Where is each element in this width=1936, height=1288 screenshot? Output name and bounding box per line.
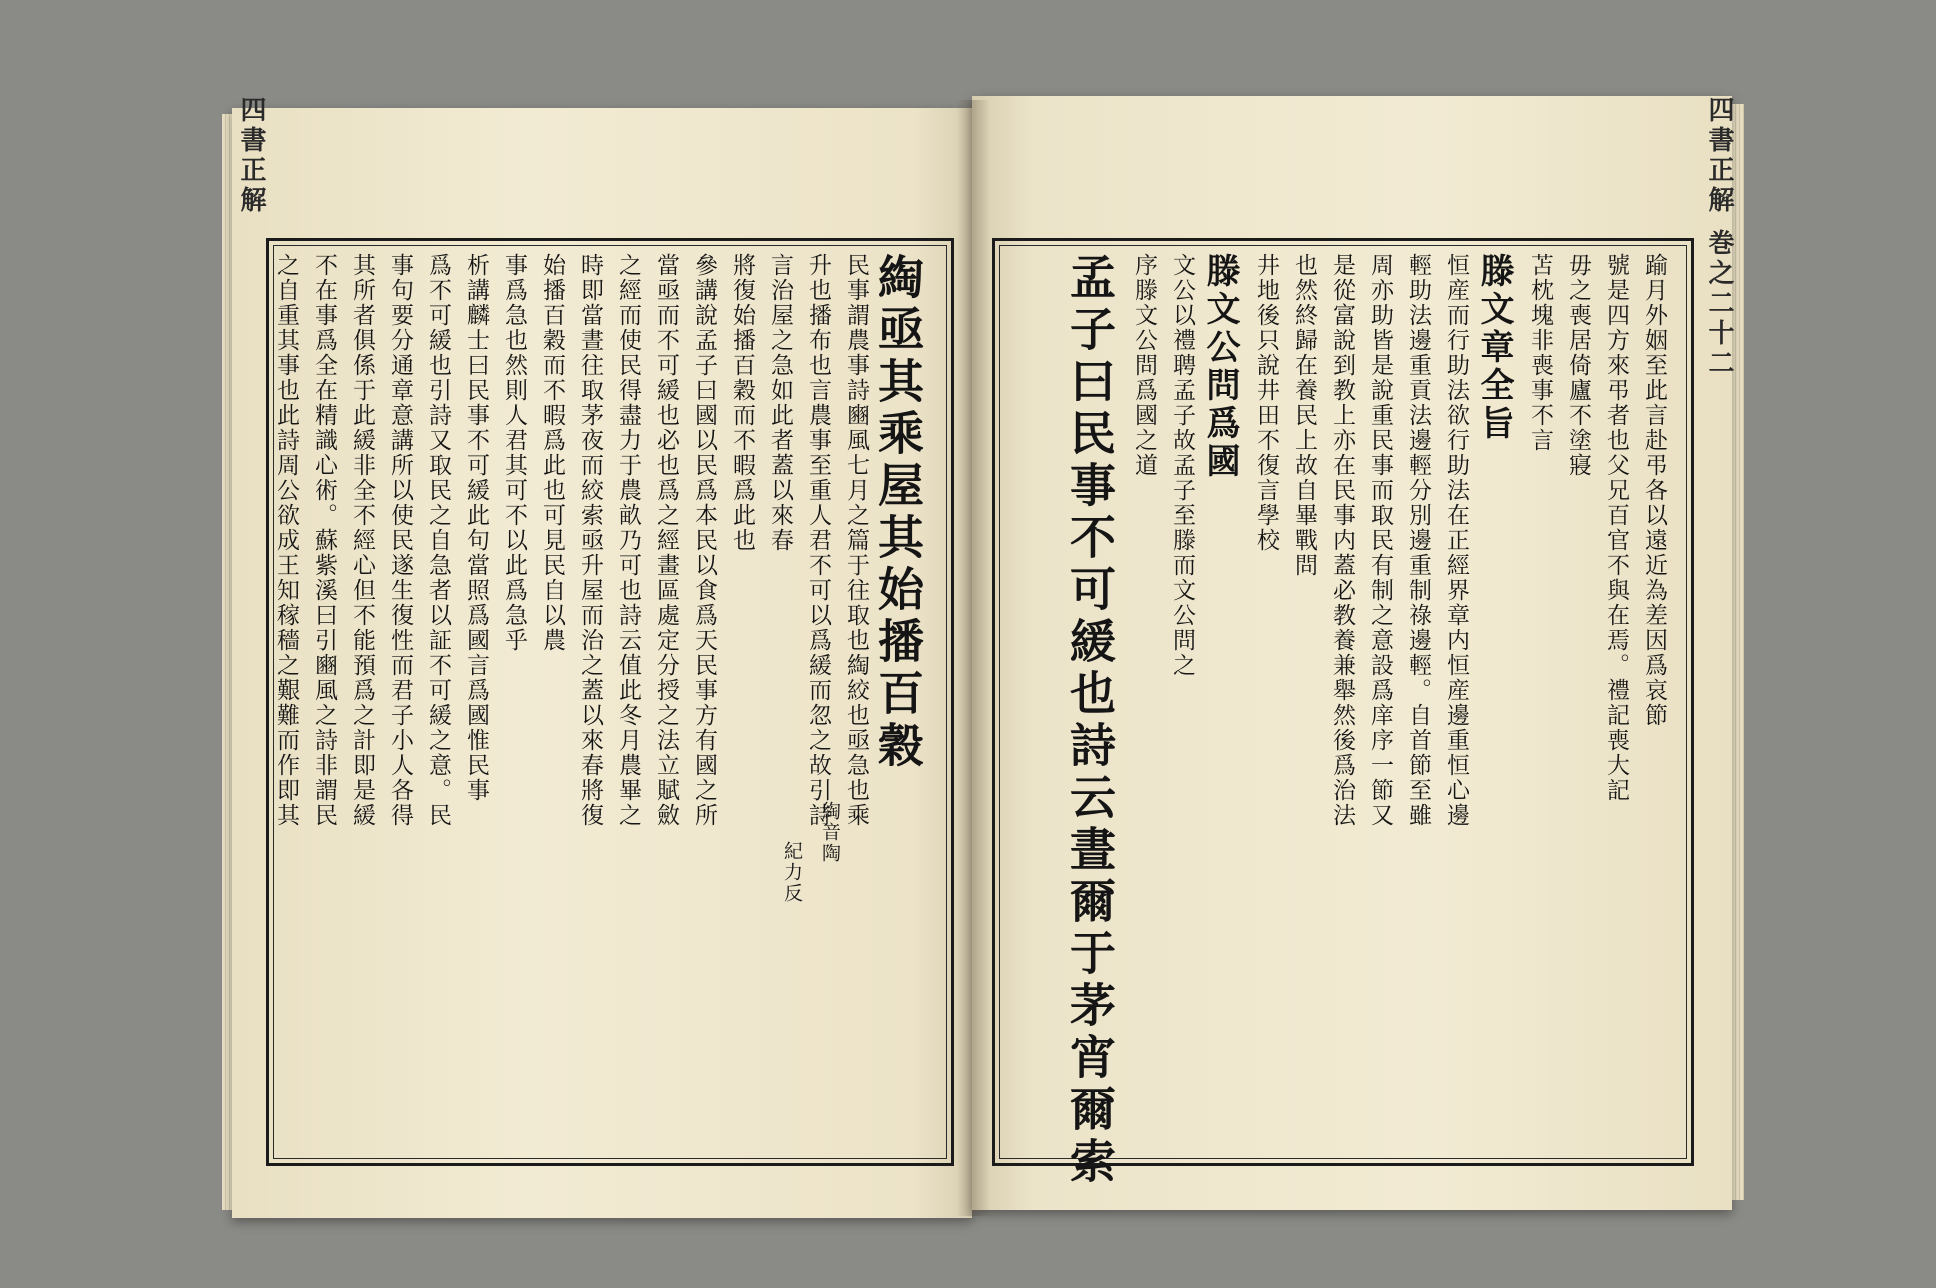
right-text-frame <box>992 238 1694 1189</box>
left-column: 事句要分通章意講所以使民遂生復性而君子小人各得 <box>387 253 413 828</box>
right-column: 苫枕塊非喪事不言 <box>1527 253 1553 453</box>
right-column: 也然終歸在養民上故自畢戰問 <box>1291 253 1317 578</box>
left-column: 其所者俱係于此緩非全不經心但不能預爲之計即是緩 <box>349 253 375 828</box>
right-column: 孟子曰民事不可緩也詩云晝爾于茅宵爾索 <box>1063 253 1117 1189</box>
right-column: 滕文章全旨 <box>1474 253 1514 443</box>
left-column: 不在事爲全在精識心術。蘇紫溪曰引豳風之詩非謂民 <box>311 253 337 828</box>
left-column: 當亟而不可緩也必也爲之經畫區處定分授之法立賦斂 <box>653 253 679 828</box>
right-column: 滕文公問爲國 <box>1200 253 1240 481</box>
right-column: 是從富說到教上亦在民事内蓋必教養兼舉然後爲治法 <box>1329 253 1355 828</box>
right-column: 文公以禮聘孟子故孟子至滕而文公問之 <box>1169 253 1195 678</box>
left-column: 升也播布也言農事至重人君不可以爲緩而忽之故引詩 <box>805 253 831 828</box>
right-column: 輕助法邊重貢法邊輕分別邊重制祿邊輕。自首節至雖 <box>1405 253 1431 828</box>
left-column: 析講麟士曰民事不可緩此句當照爲國言爲國惟民事 <box>463 253 489 803</box>
left-column: 事爲急也然則人君其可不以此爲急乎 <box>501 253 527 653</box>
left-column: 時即當晝往取茅夜而絞索亟升屋而治之蓋以來春將復 <box>577 253 603 828</box>
left-column: 將復始播百穀而不暇爲此也 <box>729 253 755 553</box>
left-page-tab: 四書正解 <box>236 96 266 216</box>
right-page-tab: 四書正解 巻之二十二 <box>1704 96 1734 380</box>
left-column: 參講說孟子曰國以民爲本民以食爲天民事方有國之所 <box>691 253 717 828</box>
right-column: 號是四方來弔者也父兄百官不與在焉。禮記喪大記 <box>1603 253 1629 803</box>
right-column: 恒産而行助法欲行助法在正經界章内恒産邊重恒心邊 <box>1443 253 1469 828</box>
left-margin-note: 綯音陶 <box>819 801 841 864</box>
right-column: 井地後只說井田不復言學校 <box>1253 253 1279 553</box>
left-column: 言治屋之急如此者蓋以來春 <box>767 253 793 553</box>
left-column: 綯亟其乘屋其始播百穀 <box>871 253 925 773</box>
left-column: 之經而使民得盡力于農畝乃可也詩云值此冬月農畢之 <box>615 253 641 828</box>
left-column: 之自重其事也此詩周公欲成王知稼穡之艱難而作即其 <box>273 253 299 828</box>
left-column: 爲不可緩也引詩又取民之自急者以証不可緩之意。民 <box>425 253 451 828</box>
left-column: 始播百穀而不暇爲此也可見民自以農 <box>539 253 565 653</box>
left-margin-note: 紀力反 <box>781 841 803 904</box>
right-column: 踰月外姻至此言赴弔各以遠近為差因爲哀節 <box>1641 253 1667 728</box>
left-text-frame <box>266 238 954 1166</box>
left-column: 民事謂農事詩豳風七月之篇于往取也綯絞也亟急也乘 <box>843 253 869 828</box>
right-column: 序滕文公問爲國之道 <box>1131 253 1157 478</box>
gutter-shadow <box>956 100 990 1216</box>
right-column: 毋之喪居倚廬不塗寢 <box>1565 253 1591 478</box>
right-column: 周亦助皆是說重民事而取民有制之意設爲庠序一節又 <box>1367 253 1393 828</box>
